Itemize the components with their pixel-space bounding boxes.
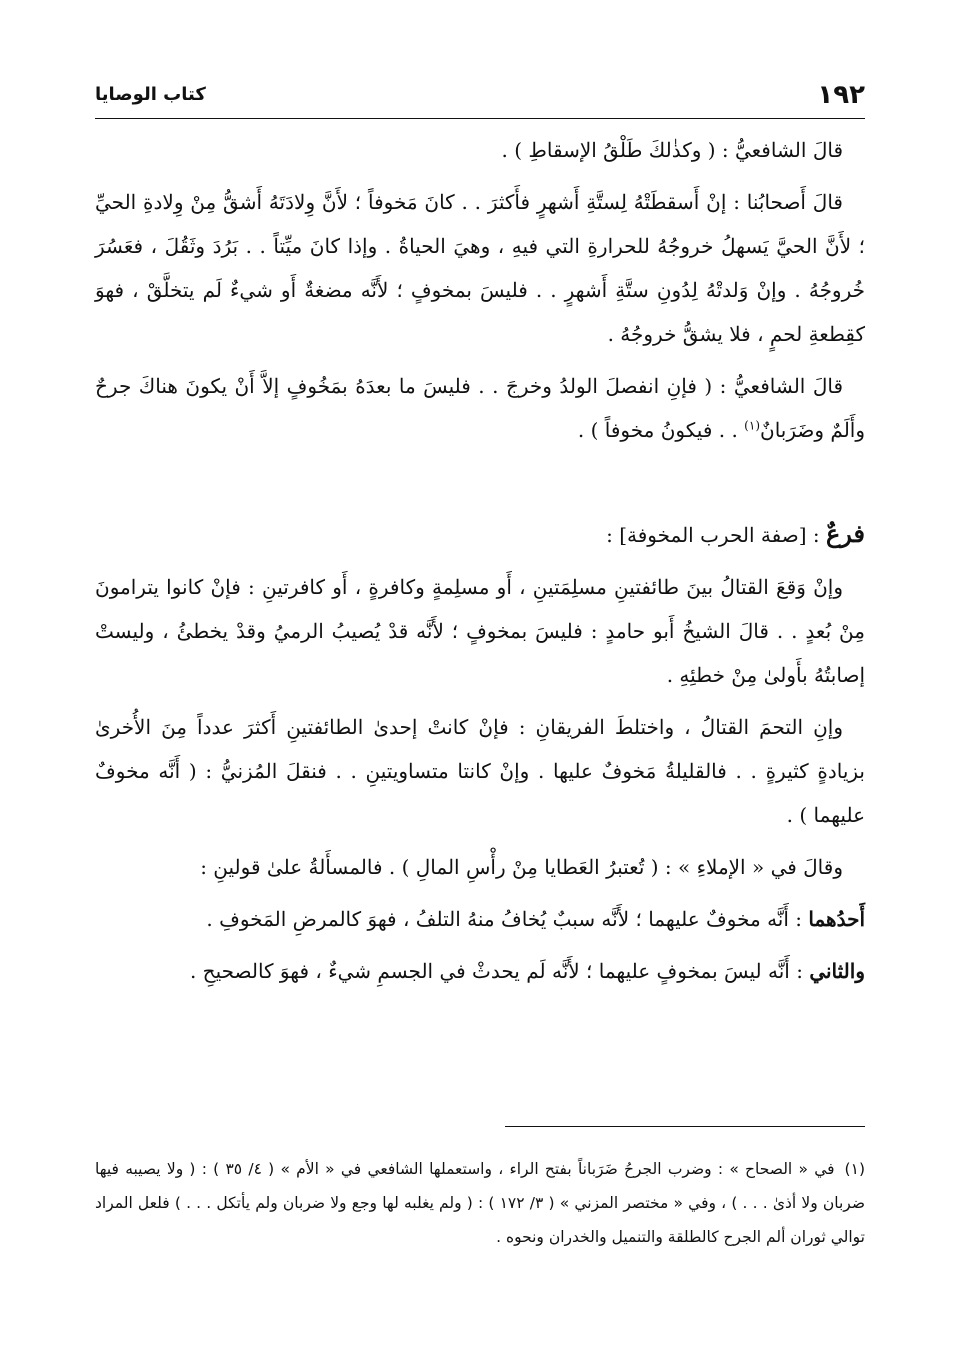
footnote [95, 1152, 865, 1254]
paragraph [95, 897, 865, 941]
paragraph-text: : أَنَّه مخوفٌ عليهما ؛ لأَنَّه سببٌ يُخافُ منهُ التلفُ ، فهوَ كالمرضِ المَخوفِ . [206, 907, 803, 931]
paragraph: قالَ الشافعيُّ : ( وكذٰلكَ طَلْقُ الإسقاطِ ) . [501, 138, 843, 162]
opinion-lead: والثاني [809, 959, 865, 983]
paragraph [95, 364, 865, 452]
page-number: ١٩٢ [817, 80, 865, 110]
footnote-marker: (١) [744, 418, 760, 433]
paragraph-text: . . فيكونُ مخوفاً ) . [577, 418, 738, 442]
paragraph: وإنِ التحمَ القتالُ ، واختلطَ الفريقانِ : فإنْ كانتْ إحدىٰ الطائفتينِ أَكثرَ عدداً مِنَ الأُخرىٰ بزيادةٍ كثيرةٍ . . فالقليلةُ مَخوفٌ عليها . وإنْ كانتا متساويتينِ . . فنقلَ المُزنيُّ : ( أَنَّه مخوفٌ عليهما ) . [95, 715, 865, 827]
paragraph-text: : أَنَّه ليسَ بمخوفٍ عليهما ؛ لأَنَّه لَم يحدثْ في الجسمِ شيءٌ ، فهوَ كالصحيحِ . [189, 959, 803, 983]
branch-label: فرعٌ [825, 519, 865, 548]
paragraph-text: قالَ الشافعيُّ : ( فإنِ انفصلَ الولدُ وخرجَ . . فليسَ ما بعدَهُ بمَخُوفٍ إلاَّ أَنْ يكونَ هناكَ جرحٌ وأَلَمٌ وضَرَبانٌ [95, 374, 865, 442]
paragraph: قالَ أَصحابُنا : إنْ أَسقطَتْهُ لِستَّةِ أَشهرٍ فأَكثرَ . . كانَ مَخوفاً ؛ لأَنَّ وِلادَتَهُ أَشقُّ مِنْ وِلادةِ الحيِّ ؛ لأَنَّ الحيَّ يَسهلُ خروجُهُ للحرارةِ التي فيهِ ، وهيَ الحياةُ . وإذا كانَ ميِّتاً . . بَرُدَ وثَقُلَ ، فعَسُرَ خُروجُهُ . وإنْ وَلدتْهُ لِدُونِ ستَّةِ أَشهرٍ . . فليسَ بمخوفٍ ؛ لأَنَّه مضغةٌ أَو شيءٌ لَم يتخلَّقْ ، فهوَ كقِطعةِ لحمٍ ، فلا يشقُّ خروجُهُ . [95, 190, 865, 346]
footnote-text: في « الصحاح » : وضرب الجرحُ ضَرَباناً بفتح الراء ، واستعملها الشافعي في « الأم » ( ٤/ ٣٥ ) : ( ولا يصيبه فيها ضربان ولا أذىٰ . . . ) ، وفي « مختصر المزني » ( ٣/ ١٧٢ ) : ( ولم يغلبه لها وجع ولا ضربان ولم يأتكل . . . ) فلعل المراد توالي ثوران ألم الجرح كالطلقة والتنميل والخدران ونحوه . [95, 1160, 865, 1246]
branch-heading [95, 512, 865, 557]
paragraph [95, 949, 865, 993]
header-rule [95, 118, 865, 119]
paragraph: وإنْ وَقعَ القتالُ بينَ طائفتينِ مسلِمَتينِ ، أَو مسلِمةٍ وكافرةٍ ، أَو كافرتينِ : فإنْ كانوا يترامونَ مِنْ بُعدٍ . . قالَ الشيخُ أَبو حامدٍ : فليسَ بمخوفٍ ؛ لأَنَّه قدْ يُصيبُ الرميُ وقدْ يخطئُ ، وليستْ إصابتُهُ بأَولىٰ مِنْ خطئِهِ . [95, 575, 865, 687]
footnote-rule [505, 1126, 865, 1127]
footnote-number: (١) [844, 1160, 865, 1178]
main-text [95, 128, 865, 1001]
branch-title: : [صفة الحرب المخوفة] : [606, 523, 820, 547]
page-header [95, 78, 865, 118]
paragraph: وقالَ في « الإملاءِ » : ( تُعتبرُ العَطايا مِنْ رأْسِ المالِ ) . فالمسأَلةُ علىٰ قولينِ : [200, 855, 843, 879]
opinion-lead: أَحدُهما [808, 907, 865, 931]
running-title: كتاب الوصايا [95, 84, 206, 105]
section-gap [95, 460, 865, 512]
